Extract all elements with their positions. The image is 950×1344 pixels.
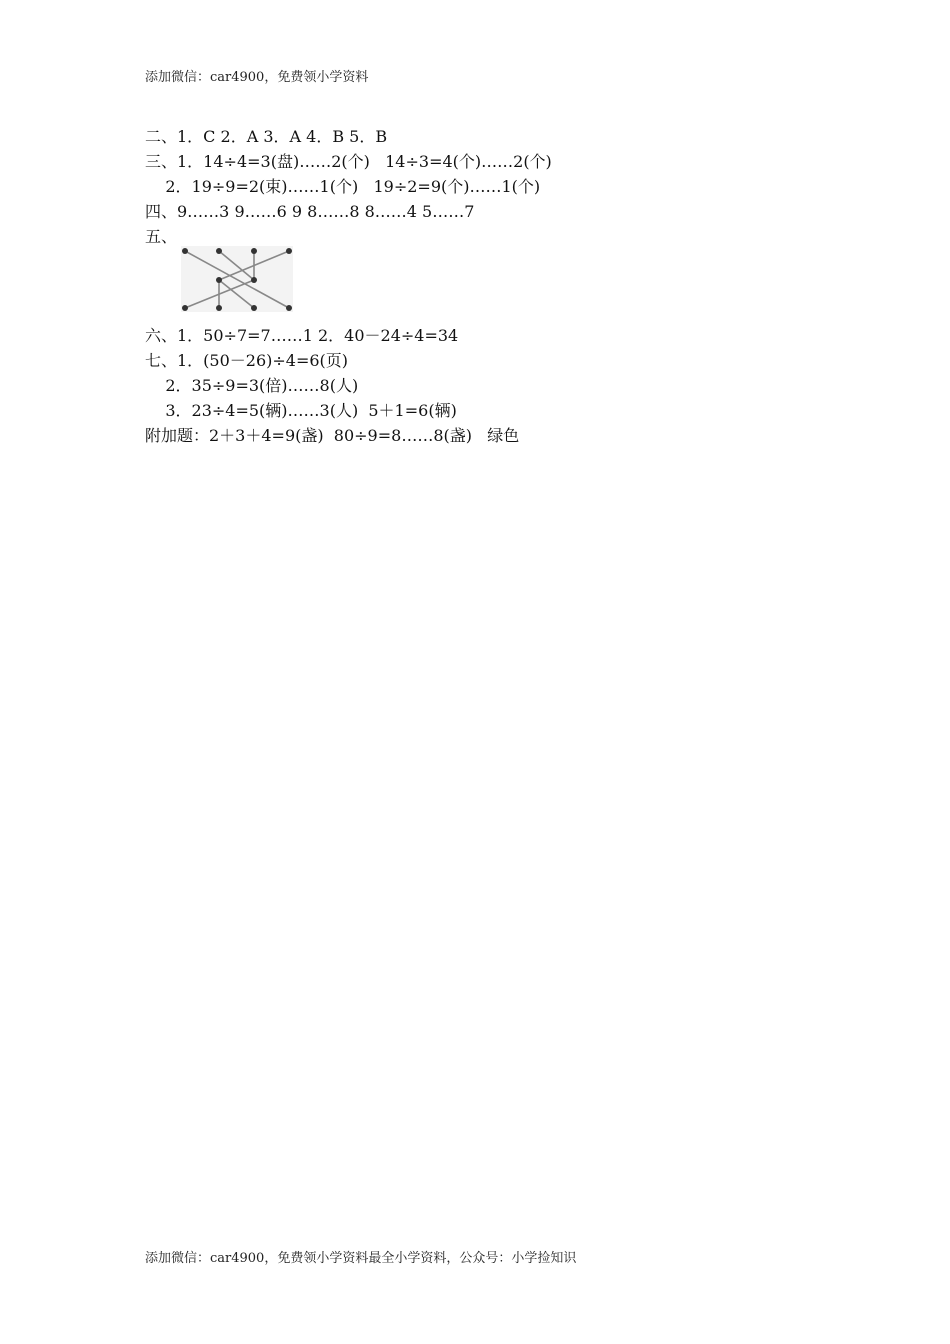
dot-bottom-1 — [182, 305, 188, 311]
dot-mid-1 — [216, 277, 222, 283]
answer-section-7-item-3: 3．23÷4=5(辆)……3(人) 5＋1=6(辆) — [145, 401, 457, 420]
dot-bottom-2 — [216, 305, 222, 311]
connect-line-7 — [219, 280, 254, 308]
dot-top-1 — [182, 248, 188, 254]
connect-line-1 — [185, 251, 289, 308]
answer-section-3-item-1: 三、1．14÷4=3(盘)……2(个) 14÷3=4(个)……2(个) — [145, 152, 552, 171]
header-watermark: 添加微信：car4900，免费领小学资料 — [145, 70, 369, 85]
answer-section-7-item-1: 七、1．(50－26)÷4=6(页) — [145, 351, 349, 370]
answer-section-6: 六、1．50÷7=7……1 2．40－24÷4=34 — [145, 326, 459, 345]
matching-lines-figure — [181, 246, 293, 312]
connect-line-2 — [219, 251, 254, 280]
footer-watermark: 添加微信：car4900，免费领小学资料最全小学资料，公众号：小学捡知识 — [145, 1251, 577, 1266]
dot-bottom-4 — [286, 305, 292, 311]
dot-mid-2 — [251, 277, 257, 283]
dot-bottom-3 — [251, 305, 257, 311]
answer-bonus-question: 附加题：2＋3＋4=9(盏) 80÷9=8……8(盏) 绿色 — [145, 426, 520, 445]
answer-section-5: 五、 — [145, 227, 178, 246]
answer-section-7-item-2: 2．35÷9=3(倍)……8(人) — [145, 376, 359, 395]
answer-section-3-item-2: 2．19÷9=2(束)……1(个) 19÷2=9(个)……1(个) — [145, 177, 541, 196]
dot-top-3 — [251, 248, 257, 254]
matching-lines-svg — [181, 246, 293, 312]
answer-section-2: 二、1．C 2．A 3．A 4．B 5．B — [145, 127, 388, 146]
answer-section-4: 四、9……3 9……6 9 8……8 8……4 5……7 — [145, 202, 475, 221]
dot-top-4 — [286, 248, 292, 254]
dot-top-2 — [216, 248, 222, 254]
connecting-lines — [185, 251, 289, 308]
